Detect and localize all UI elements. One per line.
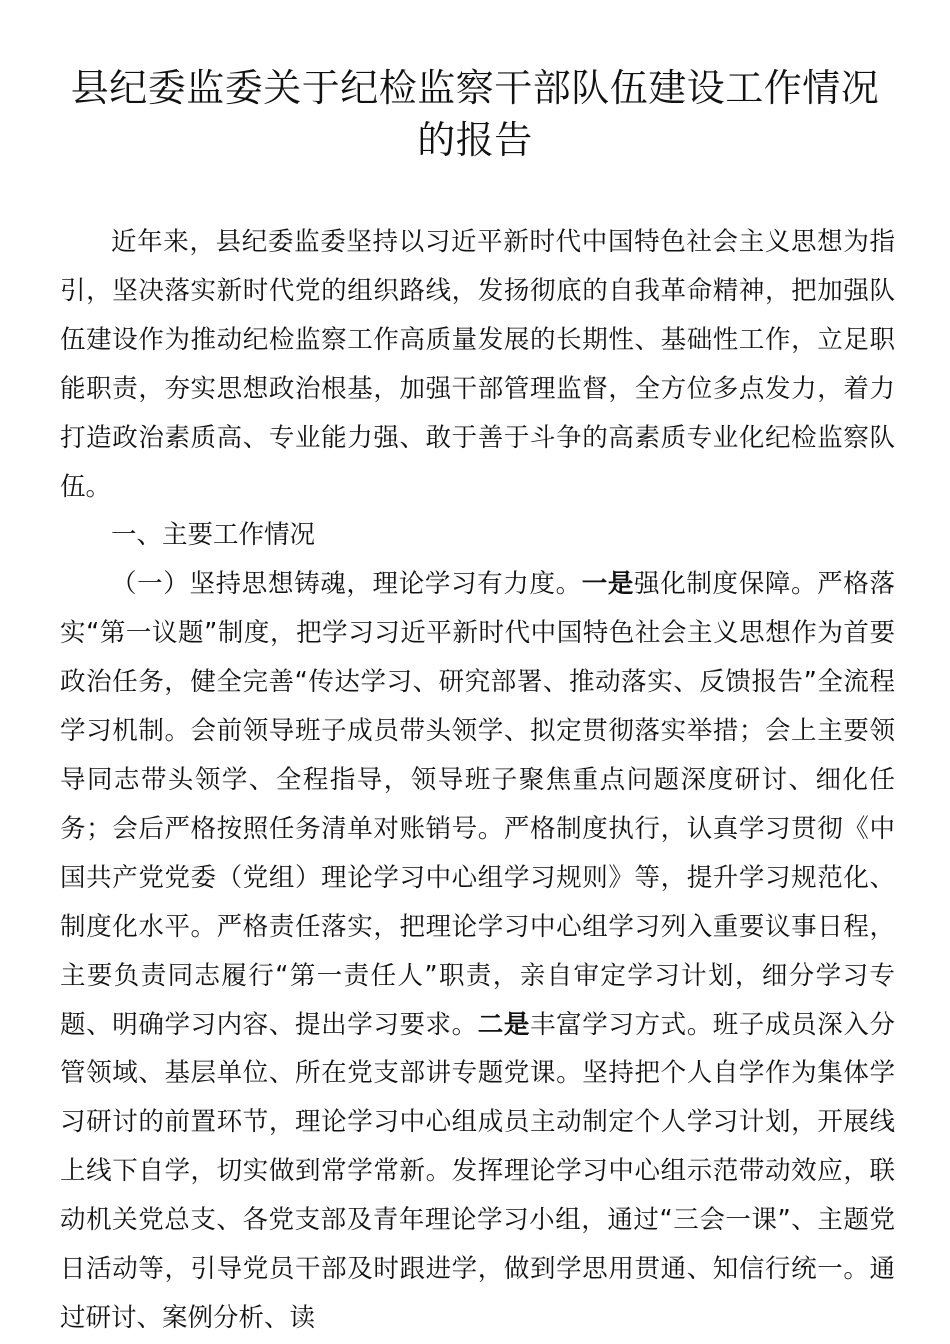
intro-paragraph: 近年来，县纪委监委坚持以习近平新时代中国特色社会主义思想为指引，坚决落实新时代党的组织路线，发扬彻底的自我革命精神，把加强队伍建设作为推动纪检监察工作高质量发展的长期性、基础性工作，立足职能职责，夯实思想政治根基，加强干部管理监督，全方位多点发力，着力打造政治素质高、专业能力强、敢于善于斗争的高素质专业化纪检监察队伍。 [60,227,895,502]
point-2-label: 二是 [477,1009,531,1040]
section-heading: 一、主要工作情况 [111,520,316,551]
document-title: 县纪委监委关于纪检监察干部队伍建设工作情况的报告 [70,66,880,162]
document-body [60,218,895,1343]
point-1-text: 强化制度保障。严格落实“第一议题”制度，把学习习近平新时代中国特色社会主义思想作为首要政治任务，健全完善“传达学习、研究部署、推动落实、反馈报告”全流程学习机制。会前领导班子成员带头领学、拟定贯彻落实举措；会上主要领导同志带头领学、全程指导，领导班子聚焦重点问题深度研讨、细化任务；会后严格按照任务清单对账销号。严格制度执行，认真学习贯彻《中国共产党党委（党组）理论学习中心组学习规则》等，提升学习规范化、制度化水平。严格责任落实，把理论学习中心组学习列入重要议事日程，主要负责同志履行“第一责任人”职责，亲自审定学习计划，细分学习专题、明确学习内容、提出学习要求。 [60,569,895,1040]
subsection-paragraph [60,560,895,1343]
subsection-heading: （一）坚持思想铸魂，理论学习有力度。 [111,569,582,600]
point-1-label: 一是 [581,569,635,600]
point-2-text: 丰富学习方式。班子成员深入分管领域、基层单位、所在党支部讲专题党课。坚持把个人自学作为集体学习研讨的前置环节，理论学习中心组成员主动制定个人学习计划，开展线上线下自学，切实做到常学常新。发挥理论学习中心组示范带动效应，联动机关党总支、各党支部及青年理论学习小组，通过“三会一课”、主题党日活动等，引导党员干部及时跟进学，做到学思用贯通、知信行统一。通过研讨、案例分析、读 [60,1009,895,1333]
